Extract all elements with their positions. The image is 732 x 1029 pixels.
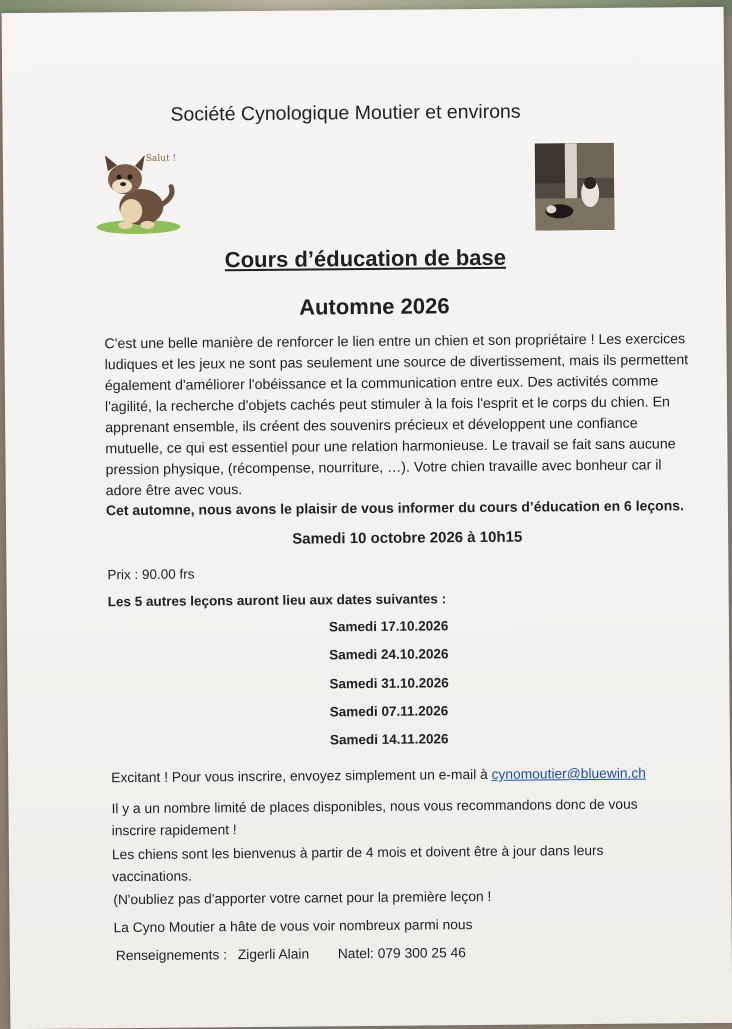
closing-text: La Cyno Moutier a hâte de vous voir nombreux parmi nous [113, 917, 473, 936]
price: Prix : 90.00 frs [107, 566, 195, 583]
course-info: Cet automne, nous avons le plaisir de vous informer du cours d’éducation en 6 leçons. [105, 497, 684, 519]
season-title: Automne 2026 [299, 293, 450, 320]
intro-line: mutuelle, ce qui est essentiel pour une relation harmonieuse. Le travail se fait sans aucune [105, 436, 676, 458]
dogs-line: Les chiens sont les bienvenus à partir de 4 mois et doivent être à jour dans leurs [111, 842, 604, 863]
intro-line: pression physique, (récompense, nourriture, …). Votre chien travaille avec bonheur car il [105, 457, 662, 479]
lesson-date: Samedi 17.10.2026 [328, 618, 449, 635]
intro-line: également d'améliorer l'obéissance et la communication entre eux. Des activités comme [104, 373, 659, 395]
lesson-date: Samedi 31.10.2026 [329, 675, 449, 692]
email-link[interactable]: cynomoutier@bluewin.ch [491, 765, 647, 782]
first-lesson-date: Samedi 10 octobre 2026 à 10h15 [292, 528, 523, 548]
club-name: Société Cynologique Moutier et environs [170, 100, 521, 126]
contact-phone: Natel: 079 300 25 46 [337, 945, 466, 962]
intro-line: ludiques et les jeux ne sont pas seulement une source de divertissement, mais ils permettent [104, 352, 689, 374]
dog-photo [535, 143, 615, 231]
limited-line: Il y a un nombre limité de places disponibles, nous vous recommandons donc de vous [111, 796, 638, 817]
intro-line: apprenant ensemble, ils créent des souvenirs précieux et développent une confiance [105, 415, 638, 437]
lesson-date: Samedi 07.11.2026 [329, 703, 449, 720]
other-lessons-intro: Les 5 autres leçons auront lieu aux dates suivantes : [107, 591, 447, 610]
dogs-requirements-text [112, 840, 604, 888]
lesson-date: Samedi 14.11.2026 [329, 731, 449, 748]
contact-name: Zigerli Alain [237, 946, 310, 963]
cartoon-caption: Salut ! [145, 153, 177, 164]
signup-text [111, 766, 646, 786]
limited-places-text [111, 794, 637, 843]
course-title: Cours d’éducation de base [224, 244, 507, 273]
intro-line: C'est une belle manière de renforcer le lien entre un chien et son propriétaire ! Les exercices [104, 331, 686, 353]
intro-paragraph [104, 329, 689, 502]
lesson-date: Samedi 24.10.2026 [329, 646, 449, 663]
cartoon-dog-image [95, 149, 182, 236]
intro-line: adore être avec vous. [105, 482, 243, 500]
reminder-text: (N'oubliez pas d'apporter votre carnet pour la première leçon ! [113, 888, 492, 908]
signup-label: Excitant ! Pour vous inscrire, envoyez simplement un e-mail à [111, 766, 492, 786]
contact-label: Renseignements : [115, 947, 228, 964]
intro-line: l'agilité, la recherche d'objets cachés peut stimuler à la fois l'esprit et le corps du chien. En [104, 394, 670, 416]
limited-line: inscrire rapidement ! [111, 822, 237, 839]
dogs-line: vaccinations. [112, 868, 192, 885]
flyer-paper [2, 7, 732, 1029]
